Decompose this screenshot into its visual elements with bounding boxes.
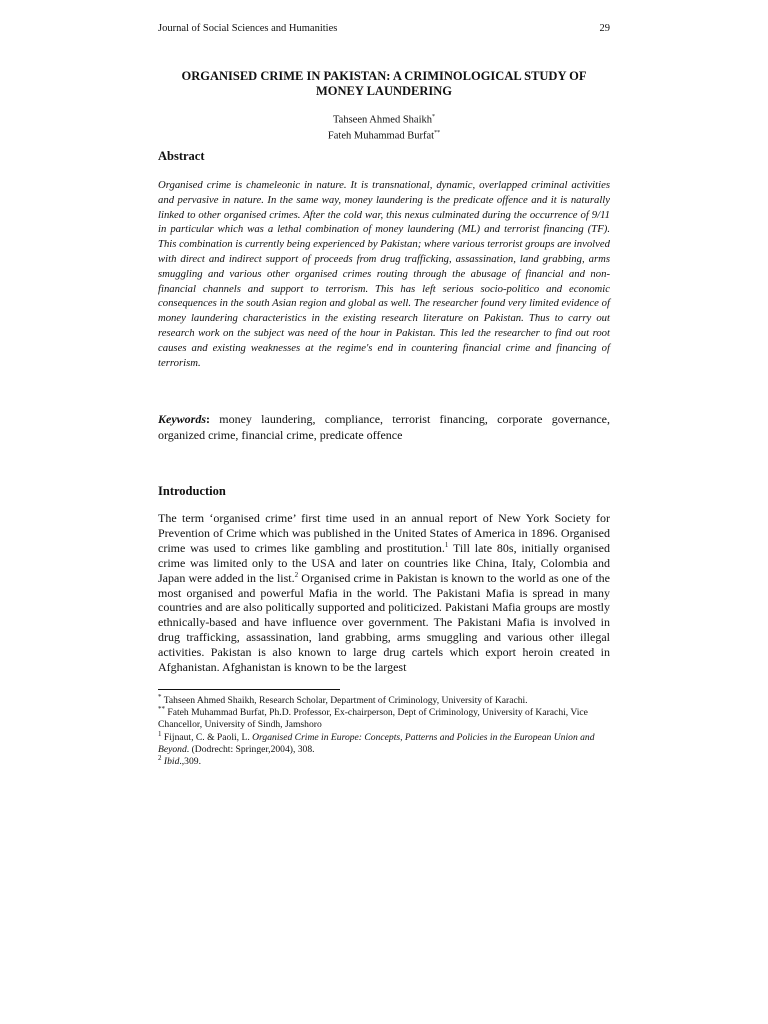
author-list [160,111,608,142]
author-2-mark: ** [434,129,441,136]
author-2 [160,127,608,143]
intro-part-1: The term ‘organised crime’ first time used in an annual report of New York Society for Prevention of Crime which was published in the United States of America in 1896. Organised crime was used to crimes like gambling and prostitution. [158,511,610,555]
introduction-text [158,511,610,675]
abstract-heading: Abstract [158,149,205,163]
footnote-text-pre: Fijnaut, C. & Paoli, L. [161,731,253,743]
footnote-mark: 2 [158,753,162,762]
author-1-mark: * [432,114,435,120]
introduction-heading: Introduction [158,484,226,498]
page-number: 29 [599,23,610,34]
author-2-name: Fateh Muhammad Burfat [327,130,435,141]
footnote-text-post: . (Dodrecht: Springer,2004), 308. [186,743,315,755]
article-title [160,69,608,99]
title-line-2: MONEY LAUNDERING [316,84,452,98]
footnote-author-2 [158,707,610,731]
footnote-1 [158,729,610,756]
footnote-mark: * [158,692,162,701]
footnote-ref-1[interactable]: 1 [444,540,449,549]
footnote-divider [158,689,340,690]
title-line-1: ORGANISED CRIME IN PAKISTAN: A CRIMINOLOGICAL STUDY OF [181,69,587,83]
author-1 [160,111,608,127]
footnote-author-1 [158,692,610,707]
keywords-text: money laundering, compliance, terrorist financing, corporate governance, organized crime, financial crime, predicate offence [158,412,610,442]
keywords-colon: : [206,412,210,426]
intro-part-3: Organised crime in Pakistan is known to the world as one of the most organised and powerful Mafia in the world. The Pakistani Mafia is spread in many countries and are also politically supported and politicized. Pakistani Mafia groups are mostly ethnically-based and have influence over government. The Pakistani Mafia is involved in drug trafficking, assassination, land grabbing, arms smuggling and various other illegal activities. Pakistan is also known to large drug cartels which export heroin created in Afghanistan. Afghanistan is known to be the largest [158,570,610,675]
footnote-book-title: Organised Crime in Europe: Concepts, Patterns and Policies in the European Union and Beyond [158,731,595,755]
abstract-text: Organised crime is chameleonic in nature. It is transnational, dynamic, overlapped criminal activities and pervasive in nature. In the same way, money laundering is the predicate offence and it is naturally linked to other organised crimes. After the cold war, this nexus culminated during the occurrence of 9/11 in particular which was a lethal combination of money laundering (ML) and terrorist financing (TF). This combination is currently being experienced by Pakistan; where various terrorist groups are involved with direct and indirect support of proceeds from drug trafficking, assassination, land grabbing, arms smuggling and various other organised crimes routing through the abusage of financial and non-financial channels and support to terrorism. This has left serious socio-politico and economic consequences in the south Asian region and global as well. The researcher found very limited evidence of money laundering characteristics in the existing research literature on Pakistan. Thus to carry out research work on the subject was need of the hour in Pakistan. This led the researcher to find out root causes and existing weaknesses at the regime's end in countering financial crime and financing of terrorism. [158,179,610,369]
keywords-label: Keywords [158,412,206,426]
author-1-name: Tahseen Ahmed Shaikh [333,114,432,126]
footnotes [158,692,610,768]
keywords [158,411,610,443]
footnote-text-post: .,309. [179,756,201,768]
intro-part-2: Till late 80s, initially organised crime was limited only to the USA and later on countries like China, Italy, Colombia and Japan were added in the list. [158,540,610,585]
footnote-2 [158,753,610,768]
footnote-text: Fateh Muhammad Burfat, Ph.D. Professor, Ex-chairperson, Dept of Criminology, University of Karachi, Vice Chancellor, University of Sindh, Jamshoro [158,707,588,731]
journal-name: Journal of Social Sciences and Humanities [158,23,338,34]
running-header [158,23,610,34]
footnote-text: Tahseen Ahmed Shaikh, Research Scholar, Department of Criminology, University of Karachi. [161,695,528,706]
footnote-ref-2[interactable]: 2 [294,570,299,579]
footnote-ibid: Ibid [163,756,180,768]
footnote-mark: ** [158,705,165,714]
footnote-mark: 1 [158,729,162,738]
